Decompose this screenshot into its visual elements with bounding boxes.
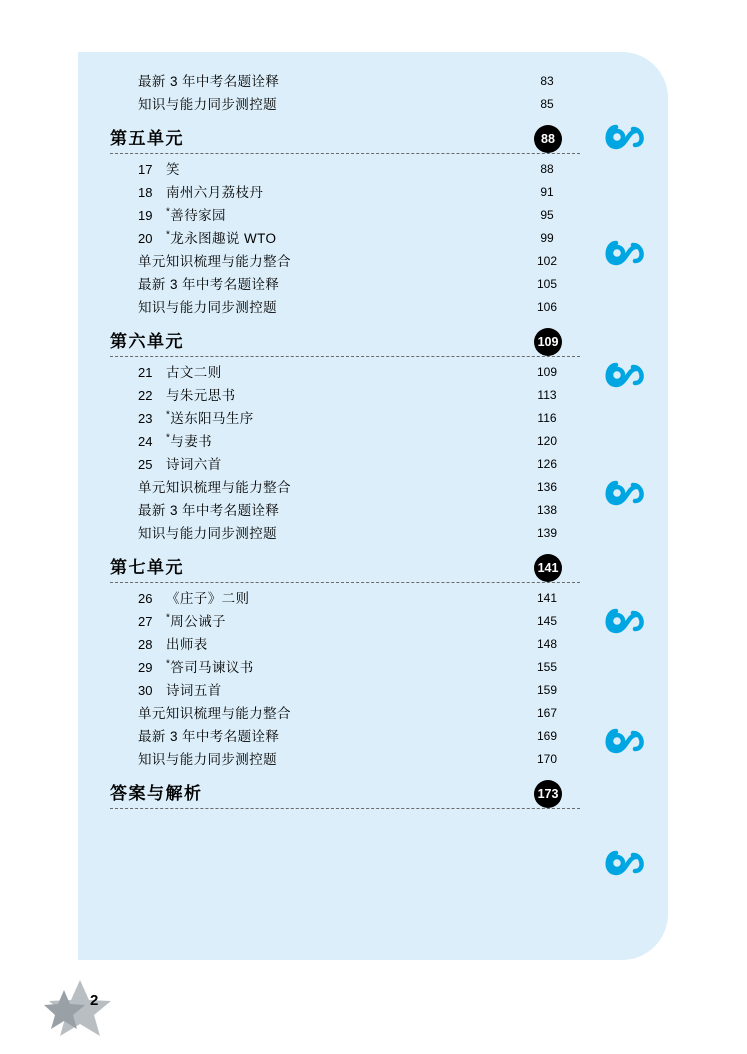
binding-ring-icon: [602, 848, 648, 878]
toc-entry-row[interactable]: [110, 93, 580, 116]
binding-ring-icon: [602, 122, 648, 152]
toc-entry-title: 单元知识梳理与能力整合: [138, 254, 291, 269]
toc-entry-row[interactable]: [110, 361, 580, 384]
toc-entry-title: 单元知识梳理与能力整合: [138, 706, 291, 721]
binding-ring-icon: [602, 238, 648, 268]
toc-entry-row[interactable]: [110, 679, 580, 702]
toc-entry-title: 诗词六首: [166, 457, 222, 472]
toc-entry-number: 27: [138, 614, 153, 629]
toc-unit-page-badge: 109: [534, 328, 562, 356]
toc-entry-page-number: 145: [536, 614, 558, 628]
toc-entry-row[interactable]: [110, 748, 580, 771]
toc-unit-divider: [110, 582, 580, 583]
binding-ring-icon: [602, 606, 648, 636]
toc-entry-page-number: 95: [540, 208, 554, 222]
toc-entry-number: 22: [138, 388, 153, 403]
toc-entry-page-number: 106: [536, 300, 558, 314]
toc-entry-title: 知识与能力同步测控题: [138, 752, 277, 767]
toc-entry-page-number: 155: [536, 660, 558, 674]
toc-entry-row[interactable]: [110, 587, 580, 610]
toc-unit-title: 答案与解析: [110, 784, 203, 803]
toc-entry-page-number: 141: [536, 591, 558, 605]
toc-unit-title: 第五单元: [110, 129, 184, 148]
toc-unit-page-badge: 173: [534, 780, 562, 808]
toc-entry-number: 28: [138, 637, 153, 652]
toc-entry-row[interactable]: [110, 702, 580, 725]
toc-entry-number: 20: [138, 231, 153, 246]
toc-entry-page-number: 88: [540, 162, 554, 176]
toc-entry-title: 单元知识梳理与能力整合: [138, 480, 291, 495]
toc-entry-page-number: 169: [536, 729, 558, 743]
toc-unit-row[interactable]: [110, 777, 580, 811]
toc-entry-row[interactable]: [110, 250, 580, 273]
toc-entry-number: 26: [138, 591, 153, 606]
asterisk-icon: *: [166, 612, 171, 624]
toc-unit-title: 第七单元: [110, 558, 184, 577]
toc-entry-title: 笑: [166, 162, 180, 177]
toc-entry-page-number: 148: [536, 637, 558, 651]
asterisk-icon: *: [166, 432, 171, 444]
toc-entry-row[interactable]: [110, 296, 580, 319]
toc-entry-row[interactable]: [110, 476, 580, 499]
asterisk-icon: *: [166, 229, 171, 241]
toc-entry-title-text: 与妻书: [170, 434, 212, 449]
binding-ring-icon: [602, 726, 648, 756]
toc-entry-row[interactable]: [110, 227, 580, 250]
toc-entry-title: [166, 656, 254, 679]
toc-entry-title: 《庄子》二则: [166, 591, 250, 606]
binding-ring-icon: [602, 360, 648, 390]
toc-entry-number: 25: [138, 457, 153, 472]
toc-entry-page-number: 99: [540, 231, 554, 245]
toc-entry-row[interactable]: [110, 273, 580, 296]
toc-entry-number: 21: [138, 365, 153, 380]
toc-entry-title-text: 龙永图趣说 WTO: [170, 231, 277, 246]
toc-unit-page-badge: 88: [534, 125, 562, 153]
toc-entry-row[interactable]: [110, 158, 580, 181]
toc-entry-number: 18: [138, 185, 153, 200]
toc-entry-row[interactable]: [110, 407, 580, 430]
toc-entry-row[interactable]: [110, 70, 580, 93]
toc-entry-title: 南州六月荔枝丹: [166, 185, 264, 200]
toc-entry-number: 19: [138, 208, 153, 223]
toc-entry-title-text: 周公诫子: [170, 614, 226, 629]
toc-entry-title: [166, 227, 276, 250]
toc-entry-page-number: 167: [536, 706, 558, 720]
toc-entry-title-text: 答司马谏议书: [170, 660, 254, 675]
toc-entry-page-number: 159: [536, 683, 558, 697]
toc-unit-page-badge: 141: [534, 554, 562, 582]
toc-entry-row[interactable]: [110, 499, 580, 522]
toc-entry-title: 最新 3 年中考名题诠释: [138, 74, 280, 89]
toc-unit-title: 第六单元: [110, 332, 184, 351]
page-number: 2: [90, 992, 99, 1009]
toc-entry-page-number: 113: [537, 388, 557, 402]
footer-star-decoration: [44, 978, 140, 1040]
toc-entry-row[interactable]: [110, 453, 580, 476]
toc-entry-row[interactable]: [110, 725, 580, 748]
toc-entry-title-text: 善待家园: [170, 208, 226, 223]
toc-entry-title: [166, 430, 212, 453]
toc-entry-page-number: 126: [536, 457, 558, 471]
toc-unit-divider: [110, 153, 580, 154]
toc-entry-row[interactable]: [110, 656, 580, 679]
toc-unit-divider: [110, 808, 580, 809]
asterisk-icon: *: [166, 206, 171, 218]
toc-entry-number: 29: [138, 660, 153, 675]
toc-entry-page-number: 85: [540, 97, 554, 111]
toc-entry-page-number: 91: [540, 185, 554, 199]
toc-unit-divider: [110, 356, 580, 357]
toc-entry-title-text: 送东阳马生序: [170, 411, 254, 426]
toc-entry-row[interactable]: [110, 181, 580, 204]
toc-entry-title: 与朱元思书: [166, 388, 236, 403]
toc-entry-title: 最新 3 年中考名题诠释: [138, 729, 280, 744]
toc-entry-row[interactable]: [110, 610, 580, 633]
toc-entry-page-number: 138: [536, 503, 558, 517]
toc-entry-row[interactable]: [110, 522, 580, 545]
toc-entry-row[interactable]: [110, 384, 580, 407]
toc-entry-row[interactable]: [110, 430, 580, 453]
toc-entry-page-number: 83: [540, 74, 554, 88]
toc-entry-title: 知识与能力同步测控题: [138, 300, 277, 315]
toc-entry-page-number: 139: [536, 526, 558, 540]
toc-entry-page-number: 116: [537, 411, 557, 425]
toc-entry-title: 古文二则: [166, 365, 222, 380]
toc-entry-number: 30: [138, 683, 153, 698]
toc-unit-row[interactable]: [110, 551, 580, 585]
toc-entry-page-number: 170: [536, 752, 558, 766]
toc-entry-page-number: 105: [536, 277, 558, 291]
toc-entry-title: [166, 204, 226, 227]
toc-entry-number: 23: [138, 411, 153, 426]
toc-entry-number: 17: [138, 162, 153, 177]
toc-entry-title: 最新 3 年中考名题诠释: [138, 503, 280, 518]
toc-entry-title: 出师表: [166, 637, 208, 652]
toc-unit-row[interactable]: [110, 325, 580, 359]
asterisk-icon: *: [166, 658, 171, 670]
toc-unit-row[interactable]: [110, 122, 580, 156]
toc-entry-title: 诗词五首: [166, 683, 222, 698]
toc-entry-number: 24: [138, 434, 153, 449]
table-of-contents: [110, 70, 580, 813]
toc-entry-row[interactable]: [110, 204, 580, 227]
toc-entry-page-number: 120: [536, 434, 558, 448]
toc-entry-title: [166, 407, 254, 430]
toc-entry-title: 最新 3 年中考名题诠释: [138, 277, 280, 292]
toc-entry-page-number: 102: [536, 254, 558, 268]
toc-entry-row[interactable]: [110, 633, 580, 656]
asterisk-icon: *: [166, 409, 171, 421]
toc-entry-title: 知识与能力同步测控题: [138, 97, 277, 112]
toc-entry-title: [166, 610, 226, 633]
binding-ring-icon: [602, 478, 648, 508]
toc-entry-title: 知识与能力同步测控题: [138, 526, 277, 541]
toc-entry-page-number: 136: [536, 480, 558, 494]
toc-entry-page-number: 109: [536, 365, 558, 379]
